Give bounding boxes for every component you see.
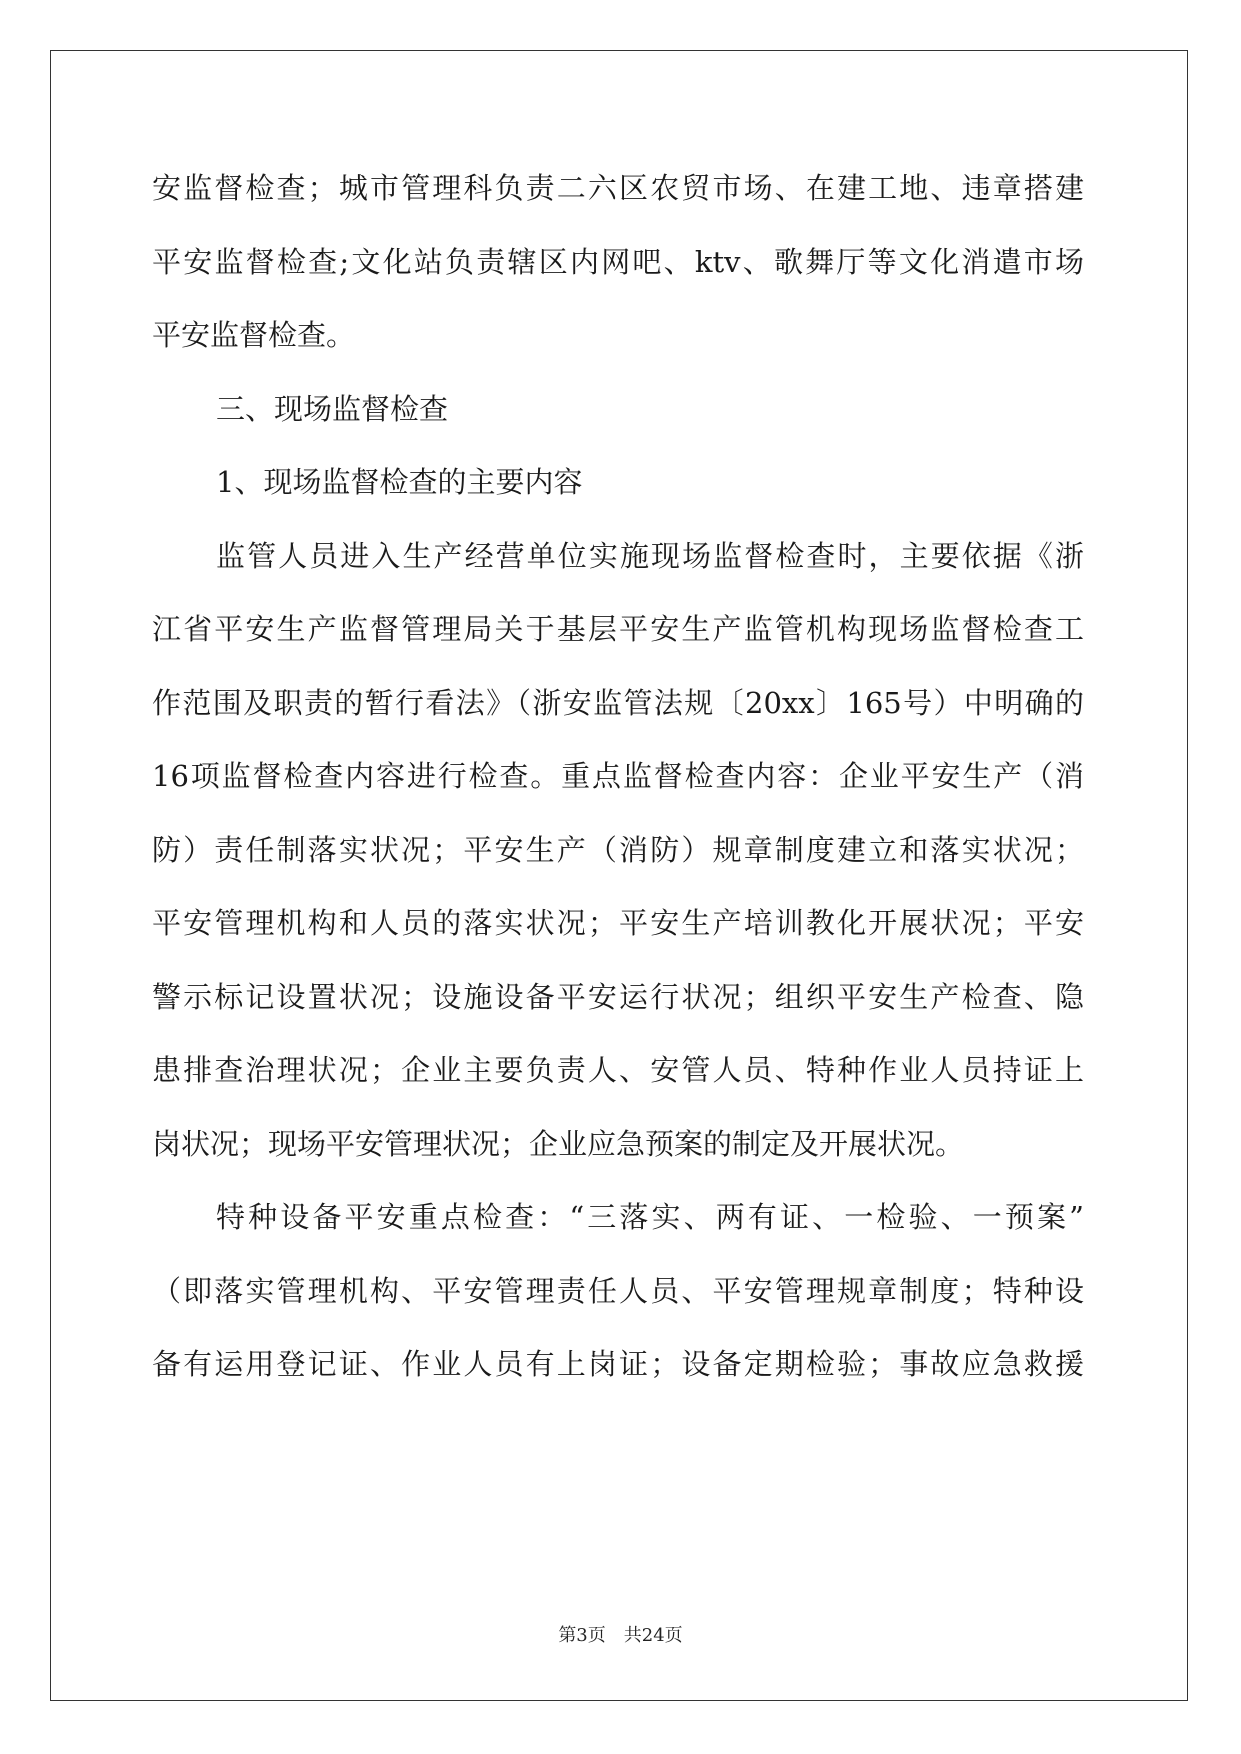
paragraph-line: 平安管理机构和人员的落实状况；平安生产培训教化开展状况；平安 (152, 906, 1084, 940)
paragraph-line: 患排查治理状况；企业主要负责人、安管人员、特种作业人员持证上 (152, 1053, 1084, 1087)
paragraph-line: 平安监督检查。 (152, 318, 356, 352)
document-body (152, 152, 1084, 1402)
paragraph-line: 江省平安生产监督管理局关于基层平安生产监管机构现场监督检查工 (152, 612, 1084, 646)
paragraph-line: 岗状况；现场平安管理状况；企业应急预案的制定及开展状况。 (152, 1126, 965, 1161)
subsection-heading: 1、现场监督检查的主要内容 (216, 465, 583, 499)
page-total: 共24页 (623, 1625, 683, 1646)
paragraph-line: 安监督检查；城市管理科负责二六区农贸市场、在建工地、违章搭建 (152, 171, 1084, 205)
paragraph-line: 监管人员进入生产经营单位实施现场监督检查时，主要依据《浙 (216, 538, 1084, 573)
page-footer (0, 1621, 1241, 1647)
paragraph-line: 特种设备平安重点检查：“三落实、两有证、一检验、一预案” (216, 1200, 1084, 1234)
paragraph-line: 警示标记设置状况；设施设备平安运行状况；组织平安生产检查、隐 (152, 979, 1084, 1014)
paragraph-line: （即落实管理机构、平安管理责任人员、平安管理规章制度；特种设 (152, 1273, 1084, 1308)
section-heading: 三、现场监督检查 (216, 391, 449, 426)
paragraph-line: 防）责任制落实状况；平安生产（消防）规章制度建立和落实状况； (152, 832, 1084, 867)
paragraph-line: 16项监督检查内容进行检查。重点监督检查内容：企业平安生产（消 (152, 759, 1084, 793)
page-number: 第3页 (558, 1625, 606, 1646)
paragraph-line: 作范围及职责的暂行看法》（浙安监管法规〔20xx〕165号）中明确的 (152, 685, 1084, 720)
paragraph-line: 备有运用登记证、作业人员有上岗证；设备定期检验；事故应急救援 (152, 1347, 1084, 1381)
paragraph-line: 平安监督检查;文化站负责辖区内网吧、ktv、歌舞厅等文化消遣市场 (152, 244, 1084, 279)
